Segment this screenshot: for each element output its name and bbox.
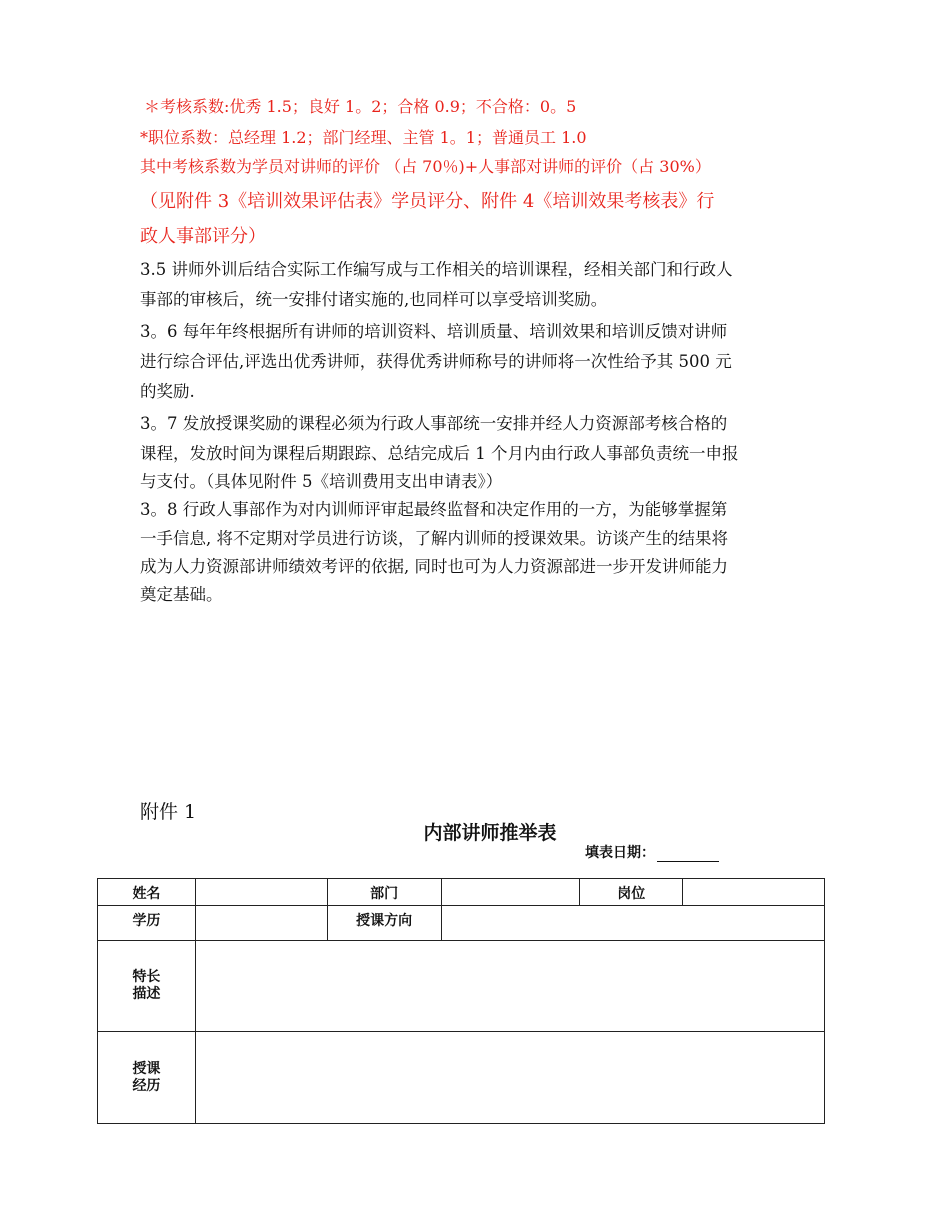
paragraph-line: 3。8 行政人事部作为对内训师评审起最终监督和决定作用的一方，为能够掌握第 <box>140 500 728 519</box>
appendix-reference-line-2: 政人事部评分） <box>140 226 266 247</box>
direction-label: 授课方向 <box>327 906 441 941</box>
direction-input-cell[interactable] <box>441 906 824 941</box>
specialty-input-cell[interactable] <box>195 941 824 1032</box>
name-label: 姓名 <box>98 879 196 906</box>
form-title: 内部讲师推举表 <box>423 822 557 844</box>
fill-date-blank[interactable] <box>657 847 719 862</box>
paragraph-line: 进行综合评估,评选出优秀讲师，获得优秀讲师称号的讲师将一次性给予其 500 元 <box>140 352 732 371</box>
education-input-cell[interactable] <box>195 906 327 941</box>
position-input-cell[interactable] <box>683 879 825 906</box>
paragraph-line: 一手信息, 将不定期对学员进行访谈，了解内训师的授课效果。访谈产生的结果将 <box>140 529 728 548</box>
position-label: 岗位 <box>580 879 683 906</box>
specialty-label <box>98 941 196 1032</box>
dept-label: 部门 <box>327 879 441 906</box>
paragraph-line: 成为人力资源部讲师绩效考评的依据, 同时也可为人力资源部进一步开发讲师能力 <box>140 557 728 576</box>
paragraph-line: 3.5 讲师外训后结合实际工作编写成与工作相关的培训课程，经相关部门和行政人 <box>140 260 733 279</box>
evaluation-weight-line: 其中考核系数为学员对讲师的评价 （占 70％)+人事部对讲师的评价（占 30%） <box>140 157 711 176</box>
education-label: 学历 <box>98 906 196 941</box>
position-coefficient-line: *职位系数：总经理 1.2；部门经理、主管 1。1；普通员工 1.0 <box>140 128 587 147</box>
paragraph-line: 的奖励. <box>140 382 195 401</box>
dept-input-cell[interactable] <box>441 879 580 906</box>
paragraph-line: 事部的审核后，统一安排付诸实施的,也同样可以享受培训奖励。 <box>140 290 608 309</box>
assessment-coefficient-line: ＊考核系数:优秀 1.5；良好 1。2；合格 0.9；不合格：0。5 <box>144 97 577 116</box>
specialty-label-text: 特长描述 <box>132 969 161 1002</box>
appendix-label: 附件 1 <box>140 801 197 823</box>
experience-input-cell[interactable] <box>195 1032 824 1124</box>
paragraph-line: 与支付。（具体见附件 5《培训费用支出申请表》） <box>140 472 503 491</box>
paragraph-line: 课程，发放时间为课程后期跟踪、总结完成后 1 个月内由行政人事部负责统一申报 <box>140 444 739 463</box>
paragraph-line: 奠定基础。 <box>140 585 223 604</box>
paragraph-line: 3。6 每年年终根据所有讲师的培训资料、培训质量、培训效果和培训反馈对讲师 <box>140 322 728 341</box>
name-input-cell[interactable] <box>195 879 327 906</box>
fill-date-label: 填表日期： <box>585 845 655 861</box>
lecturer-recommendation-form <box>97 878 825 1124</box>
appendix-reference-line: （见附件 3《培训效果评估表》学员评分、附件 4《培训效果考核表》行 <box>140 191 715 212</box>
paragraph-line: 3。7 发放授课奖励的课程必须为行政人事部统一安排并经人力资源部考核合格的 <box>140 414 728 433</box>
experience-label <box>98 1032 196 1124</box>
experience-label-text: 授课经历 <box>132 1060 161 1094</box>
fill-date-field[interactable] <box>585 842 719 862</box>
